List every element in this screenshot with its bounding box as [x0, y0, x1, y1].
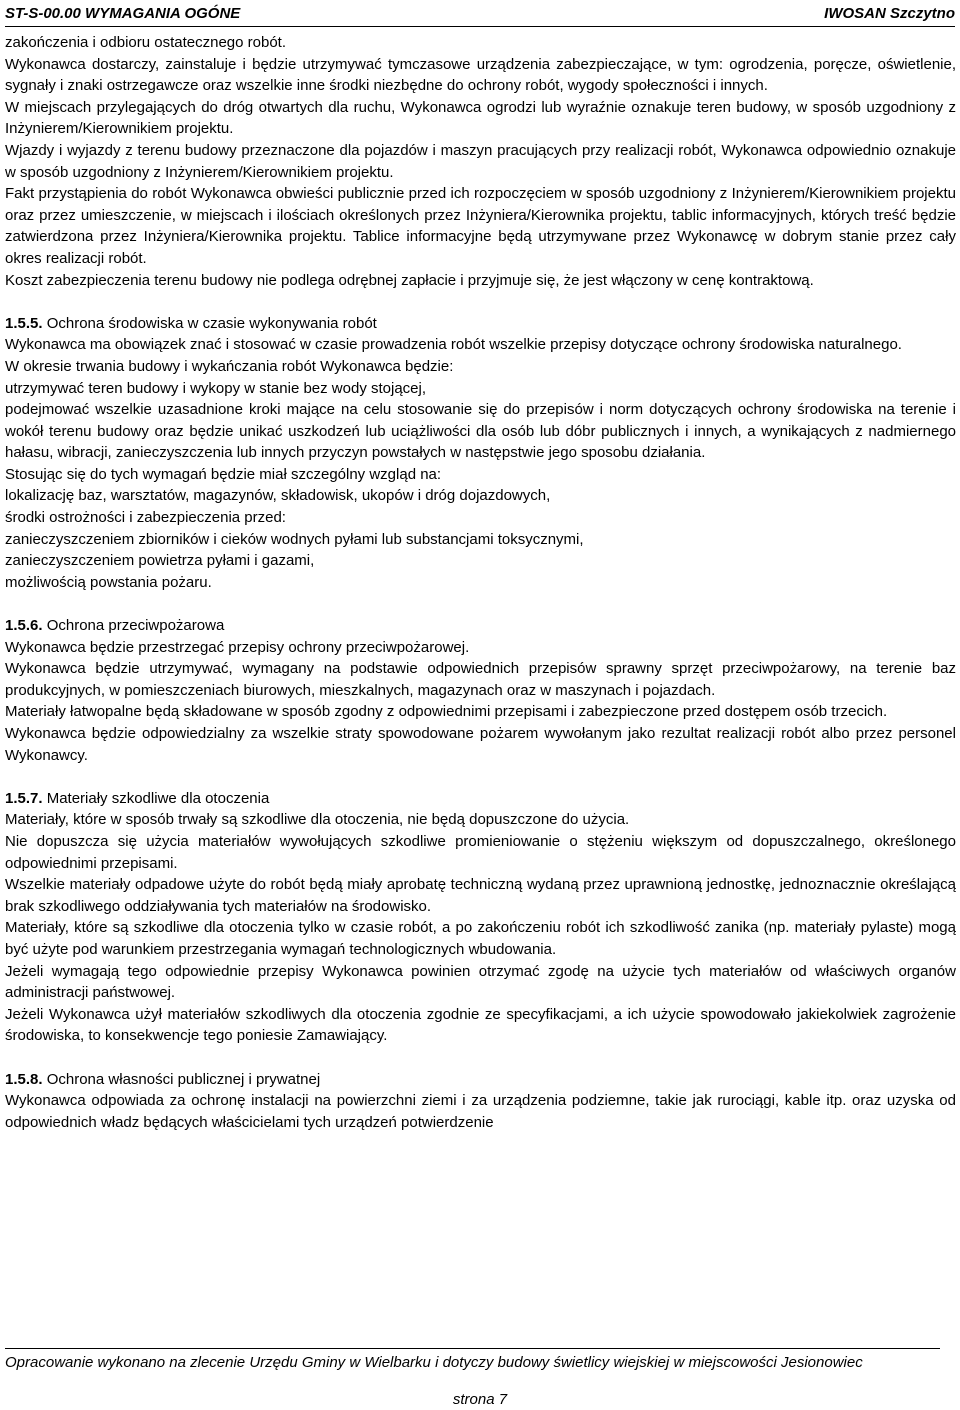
paragraph: zakończenia i odbioru ostatecznego robót. — [5, 34, 287, 51]
page-header — [5, 2, 955, 27]
section-number: 1.5.8. — [5, 1070, 43, 1088]
paragraph: Koszt zabezpieczenia terenu budowy nie podlega odrębnej zapłacie i przyjmuje się, że jest włączony w cenę kontraktową. — [5, 271, 814, 289]
list-item: środki ostrożności i zabezpieczenia przed: — [5, 509, 286, 527]
section-title: Materiały szkodliwe dla otoczenia — [42, 789, 270, 807]
paragraph: Materiały łatwopalne będą składowane w sposób zgodny z odpowiednimi przepisami i zabezpieczone przed dostępem osób trzecich. — [5, 703, 888, 721]
paragraph: Nie dopuszcza się użycia materiałów wywołujących szkodliwe promieniowanie o stężeniu większym od dopuszczalnego, określonego odpowiednimi przepisami. — [5, 832, 956, 872]
paragraph: Materiały, które w sposób trwały są szkodliwe dla otoczenia, nie będą dopuszczone do użycia. — [5, 811, 630, 829]
page-footer: Opracowanie wykonano na zlecenie Urzędu Gminy w Wielbarku i dotyczy budowy świetlicy wiejskiej w miejscowości Jesionowiec — [5, 1348, 940, 1373]
header-spec-code: ST-S-00.00 WYMAGANIA OGÓNE — [5, 5, 241, 22]
paragraph: Wykonawca ma obowiązek znać i stosować w czasie prowadzenia robót wszelkie przepisy dotyczące ochrony środowiska naturalnego. — [5, 336, 902, 354]
list-item: podejmować wszelkie uzasadnione kroki mające na celu stosowanie się do przepisów i norm dotyczących ochrony środowiska na terenie i wokół terenu budowy oraz będzie unikać uszkodzeń lub uciążliwości dla osób lub dóbr publicznych i innych, a wynikających z nadmiernego hałasu, wibracji, zanieczyszczenia lub innych przyczyn powstałych w następstwie jego sposobu działania. — [5, 401, 956, 462]
paragraph: Wykonawca odpowiada za ochronę instalacji na powierzchni ziemi i za urządzenia podziemne, takie jak rurociągi, kable itp. oraz uzyska od odpowiednich władz będących właścicielami tych urządzeń potwierdzenie — [5, 1092, 956, 1131]
paragraph: Wykonawca dostarczy, zainstaluje i będzie utrzymywać tymczasowe urządzenia zabezpieczające, w tym: ogrodzenia, poręcze, oświetlenie, sygnały i znaki ostrzegawcze oraz wszelkie inne środki niezbędne do ochrony robót, wygody społeczności i innych. — [5, 55, 956, 95]
section-heading-1-5-8 — [5, 1069, 956, 1091]
section-heading-1-5-5 — [5, 313, 956, 335]
section-number: 1.5.5. — [5, 314, 43, 332]
paragraph: Materiały, które są szkodliwe dla otoczenia tylko w czasie robót, a po zakończeniu robót ich szkodliwość zanika (np. materiały pylaste) mogą być użyte pod warunkiem przestrzegania wymagań technologicznych wbudowania. — [5, 919, 956, 958]
list-item: utrzymywać teren budowy i wykopy w stanie bez wody stojącej, — [5, 379, 427, 397]
list-item: zanieczyszczeniem zbiorników i cieków wodnych pyłami lub substancjami toksycznymi, — [5, 530, 584, 548]
list-item: zanieczyszczeniem powietrza pyłami i gazami, — [5, 552, 315, 570]
page-number: strona 7 — [452, 1391, 508, 1408]
document-body — [5, 32, 956, 1133]
paragraph: Fakt przystąpienia do robót Wykonawca obwieści publicznie przed ich rozpoczęciem w sposób uzgodniony z Inżynierem/Kierownikiem projektu oraz przez umieszczenie, w miejscach i ilościach określonych przez Inżyniera/Kierownika projektu, tablic informacyjnych, których treść będzie zatwierdzona przez Inżyniera/Kierownika projektu. Tablice informacyjne będą utrzymywane przez Wykonawcę w dobrym stanie przez cały okres realizacji robót. — [5, 185, 956, 267]
section-number: 1.5.7. — [5, 789, 43, 807]
paragraph: Jeżeli Wykonawca użył materiałów szkodliwych dla otoczenia zgodnie ze specyfikacjami, a ich użycie spowodowało jakiekolwiek zagrożenie środowiska, to konsekwencje tego poniesie Zamawiający. — [5, 1005, 956, 1045]
paragraph: Wszelkie materiały odpadowe użyte do robót będą miały aprobatę techniczną wydaną przez uprawnioną jednostkę, jednoznacznie określającą brak szkodliwego oddziaływania tych materiałów na środowisko. — [5, 876, 956, 915]
paragraph: W okresie trwania budowy i wykańczania robót Wykonawca będzie: — [5, 357, 454, 375]
list-item: lokalizację baz, warsztatów, magazynów, składowisk, ukopów i dróg dojazdowych, — [5, 487, 551, 505]
paragraph: Wykonawca będzie odpowiedzialny za wszelkie straty spowodowane pożarem wywołanym jako rezultat realizacji robót albo przez personel Wykonawcy. — [5, 725, 956, 764]
section-heading-1-5-7 — [5, 788, 956, 810]
list-item: możliwością powstania pożaru. — [5, 573, 212, 591]
section-title: Ochrona przeciwpożarowa — [42, 617, 225, 635]
section-heading-1-5-6 — [5, 615, 956, 637]
paragraph: Wykonawca będzie utrzymywać, wymagany na podstawie odpowiednich przepisów sprawny sprzęt przeciwpożarowy, na terenie baz produkcyjnych, w pomieszczeniach biurowych, mieszkalnych, magazynach oraz w maszynach i pojazdach. — [5, 660, 956, 699]
section-title: Ochrona środowiska w czasie wykonywania robót — [42, 314, 377, 332]
paragraph: Jeżeli wymagają tego odpowiednie przepisy Wykonawca powinien otrzymać zgodę na użycie tych materiałów od właściwych organów administracji państwowej. — [5, 962, 956, 1002]
section-title: Ochrona własności publicznej i prywatnej — [42, 1070, 321, 1088]
paragraph: W miejscach przylegających do dróg otwartych dla ruchu, Wykonawca ogrodzi lub wyraźnie oznakuje teren budowy, w sposób uzgodniony z Inżynierem/Kierownikiem projektu. — [5, 98, 956, 138]
paragraph: Stosując się do tych wymagań będzie miał szczególny wzgląd na: — [5, 465, 442, 483]
header-company: IWOSAN Szczytno — [824, 5, 955, 22]
paragraph: Wykonawca będzie przestrzegać przepisy ochrony przeciwpożarowej. — [5, 638, 470, 656]
section-number: 1.5.6. — [5, 617, 43, 635]
paragraph: Wjazdy i wyjazdy z terenu budowy przeznaczone dla pojazdów i maszyn pracujących przy realizacji robót, Wykonawca odpowiednio oznakuje w sposób uzgodniony z Inżynierem/Kierownikiem projektu. — [5, 141, 956, 181]
